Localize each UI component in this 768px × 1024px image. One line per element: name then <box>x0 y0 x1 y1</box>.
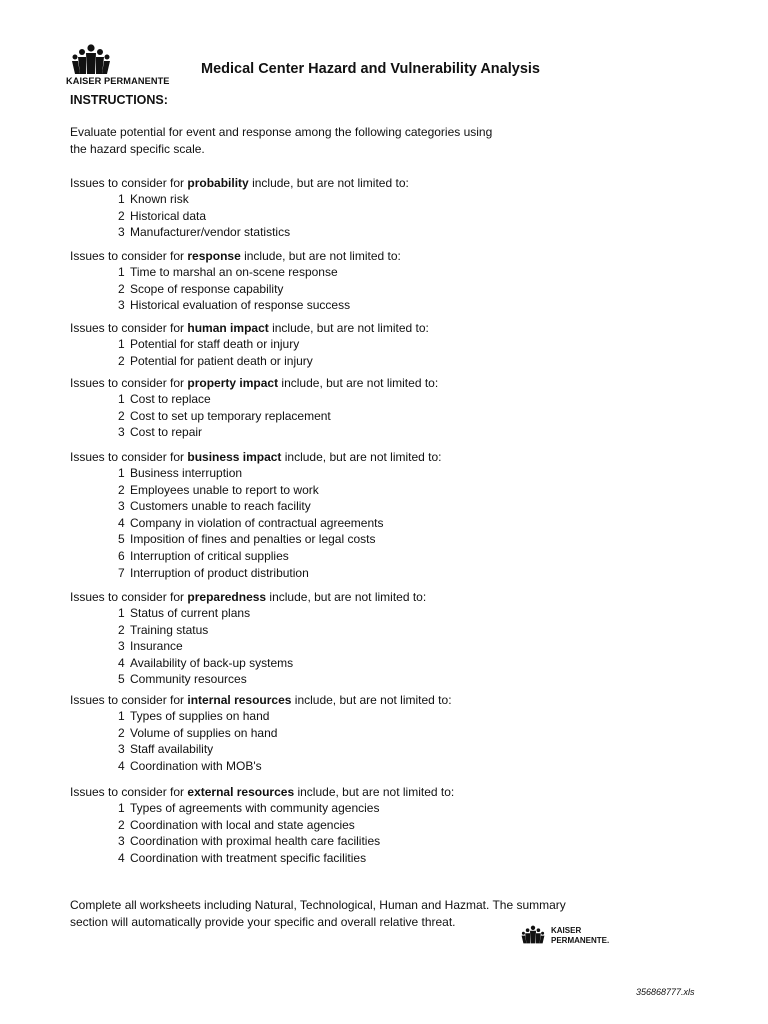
list-item <box>70 208 409 225</box>
list-item <box>70 800 454 817</box>
intro-line-1: Evaluate potential for event and response among the following categories using <box>70 125 493 139</box>
list-item <box>70 465 442 482</box>
list-item <box>70 391 438 408</box>
heading-keyword: internal resources <box>187 693 292 707</box>
item-text: Potential for patient death or injury <box>130 353 313 368</box>
item-number: 2 <box>118 622 125 637</box>
list-item <box>70 655 426 672</box>
section-heading <box>70 320 429 336</box>
heading-suffix: include, but are not limited to: <box>278 376 439 390</box>
item-number: 1 <box>118 392 125 406</box>
list-item <box>70 336 429 353</box>
heading-keyword: business impact <box>187 450 282 464</box>
item-text: Historical evaluation of response success <box>130 298 351 313</box>
item-text: Coordination with treatment specific facilities <box>130 850 367 865</box>
heading-keyword: human impact <box>187 321 269 335</box>
heading-suffix: include, but are not limited to: <box>294 785 455 799</box>
item-text: Historical data <box>130 208 207 223</box>
heading-prefix: Issues to consider for <box>70 176 188 190</box>
heading-keyword: probability <box>187 176 249 190</box>
heading-keyword: property impact <box>187 376 279 390</box>
consideration-section <box>70 784 454 866</box>
heading-prefix: Issues to consider for <box>70 249 188 263</box>
heading-prefix: Issues to consider for <box>70 590 188 604</box>
item-number: 4 <box>118 515 125 530</box>
item-text: Imposition of fines and penalties or legal costs <box>130 532 376 547</box>
section-heading <box>70 449 442 465</box>
item-text: Potential for staff death or injury <box>130 337 300 351</box>
item-text: Types of agreements with community agencies <box>130 801 380 815</box>
item-number: 5 <box>118 672 125 687</box>
item-number: 3 <box>118 499 125 514</box>
item-text: Time to marshal an on-scene response <box>130 265 338 279</box>
heading-suffix: include, but are not limited to: <box>240 249 401 263</box>
list-item <box>70 424 438 441</box>
section-heading <box>70 784 454 800</box>
item-number: 3 <box>118 834 125 849</box>
list-item <box>70 498 442 515</box>
people-icon <box>66 44 116 76</box>
item-text: Coordination with local and state agencies <box>130 817 355 832</box>
item-text: Coordination with proximal health care facilities <box>130 834 381 849</box>
item-text: Business interruption <box>130 466 243 480</box>
item-text: Customers unable to reach facility <box>130 499 311 514</box>
intro-paragraph <box>70 124 492 158</box>
item-text: Cost to repair <box>130 425 203 440</box>
list-item <box>70 531 442 548</box>
item-number: 1 <box>118 337 125 351</box>
item-text: Status of current plans <box>130 606 251 620</box>
closing-line-2: section will automatically provide your specific and overall relative threat. <box>70 915 456 929</box>
item-number: 2 <box>118 208 125 223</box>
consideration-section <box>70 248 401 314</box>
consideration-section <box>70 449 442 581</box>
instructions-heading: INSTRUCTIONS: <box>70 93 168 107</box>
heading-keyword: preparedness <box>187 590 267 604</box>
list-item <box>70 817 454 834</box>
section-heading <box>70 375 438 391</box>
item-text: Manufacturer/vendor statistics <box>130 225 291 240</box>
consideration-section <box>70 375 438 441</box>
item-text: Scope of response capability <box>130 281 284 296</box>
heading-suffix: include, but are not limited to: <box>268 321 429 335</box>
heading-prefix: Issues to consider for <box>70 785 188 799</box>
item-number: 2 <box>118 353 125 368</box>
item-number: 2 <box>118 281 125 296</box>
item-number: 1 <box>118 709 125 723</box>
list-item <box>70 725 452 742</box>
item-text: Coordination with MOB's <box>130 758 262 773</box>
list-item <box>70 515 442 532</box>
heading-suffix: include, but are not limited to: <box>281 450 442 464</box>
heading-prefix: Issues to consider for <box>70 376 188 390</box>
list-item <box>70 671 426 688</box>
item-number: 4 <box>118 758 125 773</box>
item-number: 4 <box>118 850 125 865</box>
people-icon-small <box>518 922 548 948</box>
list-item <box>70 622 426 639</box>
item-text: Company in violation of contractual agreements <box>130 515 384 530</box>
item-number: 1 <box>118 466 125 480</box>
list-item <box>70 548 442 565</box>
list-item <box>70 353 429 370</box>
heading-prefix: Issues to consider for <box>70 321 188 335</box>
item-number: 7 <box>118 565 125 580</box>
list-item <box>70 264 401 281</box>
item-text: Cost to replace <box>130 392 211 406</box>
kaiser-logo <box>66 44 182 88</box>
list-item <box>70 708 452 725</box>
heading-keyword: response <box>187 249 241 263</box>
footer-filename: 356868777.xls <box>636 987 695 997</box>
item-text: Known risk <box>130 192 189 206</box>
item-number: 5 <box>118 532 125 547</box>
heading-prefix: Issues to consider for <box>70 693 188 707</box>
list-item <box>70 758 452 775</box>
item-number: 1 <box>118 606 125 620</box>
item-number: 3 <box>118 225 125 240</box>
item-number: 3 <box>118 742 125 757</box>
item-number: 3 <box>118 425 125 440</box>
item-text: Insurance <box>130 639 183 654</box>
list-item <box>70 191 409 208</box>
list-item <box>70 224 409 241</box>
closing-paragraph <box>70 897 566 931</box>
closing-line-1: Complete all worksheets including Natural, Technological, Human and Hazmat. The summary <box>70 898 566 912</box>
list-item <box>70 638 426 655</box>
section-heading <box>70 175 409 191</box>
intro-line-2: the hazard specific scale. <box>70 142 205 156</box>
heading-keyword: external resources <box>187 785 295 799</box>
item-text: Interruption of critical supplies <box>130 548 289 563</box>
item-number: 2 <box>118 817 125 832</box>
item-text: Training status <box>130 622 209 637</box>
heading-suffix: include, but are not limited to: <box>248 176 409 190</box>
list-item <box>70 408 438 425</box>
list-item <box>70 833 454 850</box>
item-number: 1 <box>118 265 125 279</box>
section-heading <box>70 248 401 264</box>
heading-suffix: include, but are not limited to: <box>291 693 452 707</box>
list-item <box>70 297 401 314</box>
item-number: 4 <box>118 655 125 670</box>
section-heading <box>70 589 426 605</box>
list-item <box>70 482 442 499</box>
list-item <box>70 565 442 582</box>
item-text: Volume of supplies on hand <box>130 725 278 740</box>
consideration-section <box>70 692 452 774</box>
item-text: Availability of back-up systems <box>130 655 294 670</box>
item-number: 2 <box>118 482 125 497</box>
bottom-brand <box>551 926 609 945</box>
list-item <box>70 281 401 298</box>
item-text: Types of supplies on hand <box>130 709 270 723</box>
list-item <box>70 850 454 867</box>
page-title: Medical Center Hazard and Vulnerability Analysis <box>201 61 540 77</box>
heading-prefix: Issues to consider for <box>70 450 188 464</box>
item-text: Community resources <box>130 672 247 687</box>
item-number: 3 <box>118 298 125 313</box>
item-number: 3 <box>118 639 125 654</box>
list-item <box>70 741 452 758</box>
item-text: Cost to set up temporary replacement <box>130 408 331 423</box>
consideration-section <box>70 589 426 688</box>
item-number: 1 <box>118 801 125 815</box>
item-number: 1 <box>118 192 125 206</box>
section-heading <box>70 692 452 708</box>
item-number: 2 <box>118 408 125 423</box>
consideration-section <box>70 175 409 241</box>
item-text: Staff availability <box>130 742 214 757</box>
brand-name: KAISER PERMANENTE <box>66 76 170 87</box>
item-number: 2 <box>118 725 125 740</box>
consideration-section <box>70 320 429 369</box>
item-text: Interruption of product distribution <box>130 565 309 580</box>
item-text: Employees unable to report to work <box>130 482 319 497</box>
item-number: 6 <box>118 548 125 563</box>
bottom-brand-line-1: KAISER <box>551 926 582 935</box>
list-item <box>70 605 426 622</box>
bottom-brand-line-2: PERMANENTE. <box>551 935 610 945</box>
kaiser-logo-small <box>518 922 614 950</box>
heading-suffix: include, but are not limited to: <box>266 590 427 604</box>
